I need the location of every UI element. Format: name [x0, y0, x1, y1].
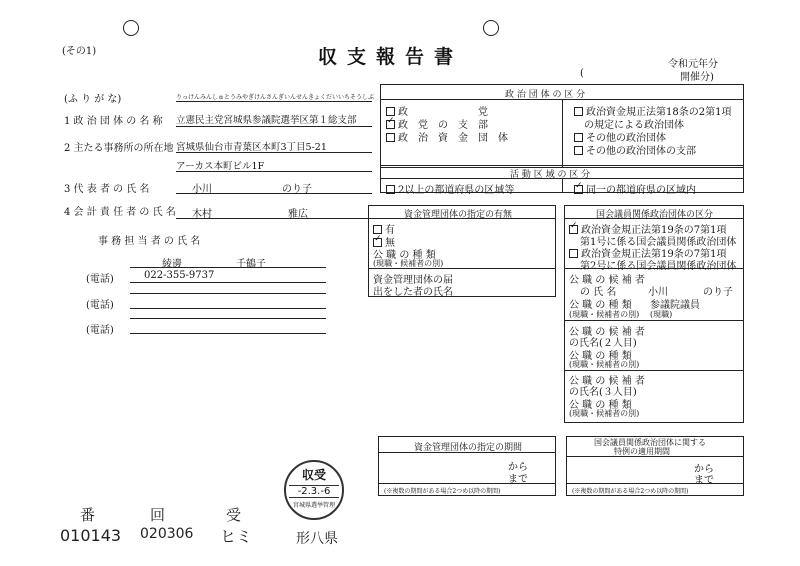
rule	[368, 268, 556, 269]
staff-surname: 綾邊	[162, 259, 182, 270]
office-kind1-note-value: (現職)	[650, 310, 673, 319]
representative-given: のり子	[282, 184, 312, 195]
furigana-value: りっけんみんしゅとうみやぎけんさんぎいんせんきょくだいいちそうしぶ	[176, 94, 375, 101]
page-number: (その1)	[62, 46, 97, 57]
rule	[176, 126, 372, 127]
handwritten-mark-uke: 受	[226, 506, 242, 524]
rule	[564, 320, 744, 321]
candidate1-label: 公 職 の 候 補 者	[569, 275, 645, 286]
org-type-item-party: 政 党	[386, 103, 488, 118]
stamp-top: 収受	[301, 468, 326, 482]
diet-period-from: から	[694, 464, 714, 475]
rule	[176, 101, 372, 102]
fund-yes: 有	[373, 221, 395, 236]
stamp-date: -2.3.-6	[289, 485, 339, 498]
candidate2-label: 公 職 の 候 補 者	[569, 327, 645, 338]
checkbox-fund-group[interactable]	[386, 133, 395, 142]
staff-label: 事 務 担 当 者 の 氏 名	[98, 236, 201, 247]
checkbox-other-group[interactable]	[574, 133, 583, 142]
tel-label-2: (電話)	[86, 300, 114, 311]
office-address-line2: アーカス本町ビル1F	[176, 161, 265, 172]
rule	[562, 178, 563, 193]
checkbox-single-prefecture[interactable]	[574, 185, 583, 194]
tel-value-1: 022-355-9737	[144, 270, 215, 281]
diet-period-title2: 特例の適用期間	[614, 447, 670, 456]
area-option-single: ✓ 同一の都道府県の区域内	[574, 181, 696, 196]
org-type-item-fund: 政 治 資 金 団 体	[386, 129, 508, 144]
org-type-item-other-branch: その他の政治団体の支部	[574, 142, 696, 157]
rule	[176, 171, 372, 172]
office-kind1-label: 公 職 の 種 類	[569, 300, 632, 311]
office-kind2-note: (現職・候補者の別)	[569, 360, 640, 369]
rule	[562, 99, 563, 168]
org-name-label: 1 政 治 団 体 の 名 称	[64, 116, 163, 127]
rule	[176, 152, 372, 153]
fund-designation-title: 資金管理団体の指定の有無	[404, 210, 513, 220]
diet-group-title: 国会議員関係政治団体の区分	[596, 210, 714, 220]
fund-period-from: から	[508, 462, 528, 473]
office-kind2-label: 公 職 の 種 類	[569, 351, 632, 362]
accountant-surname: 木村	[192, 209, 212, 220]
fund-office-kind: 公 職 の 種 類	[373, 250, 436, 261]
diet-period-title1: 国会議員関係政治団体に関する	[594, 438, 706, 447]
accountant-label: 4 会 計 責 任 者 の 氏 名	[64, 207, 176, 218]
org-type-item-article18: 政治資金規正法第18条の2第1項	[574, 103, 731, 118]
fund-period-note: (※複数の期間がある場合2つめ以降の期間)	[384, 488, 501, 495]
paren-open: (	[580, 68, 584, 79]
diet-period-note: (※複数の期間がある場合2つめ以降の期間)	[572, 488, 689, 495]
diet-item-2-cont: 第2号に係る国会議員関係政治団体	[580, 261, 737, 272]
candidate1-label2: の 氏 名	[580, 287, 617, 298]
furigana-label: (ふ り が な)	[64, 94, 122, 105]
candidate3-label: 公 職 の 候 補 者	[569, 376, 645, 387]
candidate2-label2: の氏名(２人目)	[569, 338, 637, 349]
era-year: 令和元年分	[668, 59, 718, 70]
rule	[176, 193, 372, 194]
rule	[130, 267, 326, 268]
fund-period-to: まで	[508, 474, 528, 485]
org-type-item-other: その他の政治団体	[574, 129, 666, 144]
area-title: 活 動 区 域 の 区 分	[510, 170, 591, 180]
checkbox-diet-item1[interactable]	[569, 225, 578, 234]
rule	[130, 293, 326, 294]
area-option-multi: 2以上の都道府県の区域等	[386, 181, 514, 196]
office-kind3-note: (現職・候補者の別)	[569, 409, 640, 418]
handwritten-mark-kai: 回	[150, 506, 166, 524]
checkbox-fund-yes[interactable]	[373, 225, 382, 234]
page-title: 収支報告書	[318, 46, 464, 68]
office-kind1-value: 参議院議員	[650, 300, 700, 311]
org-type-item-branch: ✓政 党 の 支 部	[386, 116, 488, 131]
stamp-bottom: 宮城県選挙管理	[292, 502, 335, 509]
diet-period-to: まで	[694, 475, 714, 486]
rule	[130, 333, 326, 334]
diet-item-1-cont: 第1号に係る国会議員関係政治団体	[580, 237, 737, 248]
diet-item-2: 政治資金規正法第19条の7第1項	[569, 245, 726, 260]
rule	[130, 308, 326, 309]
representative-label: 3 代 表 者 の 氏 名	[64, 184, 150, 195]
office-address-line1: 宮城県仙台市青葉区本町3丁目5-21	[176, 142, 327, 153]
org-type-item-article18-cont: の規定による政治団体	[584, 120, 684, 131]
checkbox-diet-item2[interactable]	[569, 249, 578, 258]
handwritten-number-2: 020306	[140, 526, 194, 542]
handwritten-kana: ヒミ	[220, 527, 253, 546]
checkbox-party-branch[interactable]	[386, 120, 395, 129]
fund-notify-line2: 出をした者の氏名	[373, 287, 453, 298]
checkbox-party[interactable]	[386, 107, 395, 116]
tel-label-1: (電話)	[86, 274, 114, 285]
opening-period: 開催分)	[680, 72, 714, 83]
fund-office-note: (現職・候補者の別)	[373, 259, 444, 268]
candidate1-surname: 小川	[648, 287, 668, 298]
checkbox-article18[interactable]	[574, 107, 583, 116]
checkbox-multi-prefecture[interactable]	[386, 185, 395, 194]
handwritten-number-1: 010143	[60, 526, 122, 545]
handwritten-name: 形八県	[296, 531, 338, 547]
rule	[130, 282, 326, 283]
rule	[564, 370, 744, 371]
fund-no: ✓無	[373, 234, 395, 249]
office-address-label: 2 主たる事務所の所在地	[64, 143, 174, 154]
office-kind3-label: 公 職 の 種 類	[569, 400, 632, 411]
org-type-title: 政 治 団 体 の 区 分	[505, 90, 586, 100]
org-name-value: 立憲民主党宮城県参議院選挙区第１総支部	[176, 115, 357, 126]
rule	[566, 483, 744, 484]
binding-hole-right	[483, 20, 499, 36]
diet-item-1: ✓政治資金規正法第19条の7第1項	[569, 221, 726, 236]
fund-notify-line1: 資金管理団体の届	[373, 275, 453, 286]
staff-given: 千鶴子	[236, 259, 266, 270]
tel-label-3: (電話)	[86, 325, 114, 336]
checkbox-other-branch[interactable]	[574, 146, 583, 155]
handwritten-mark-ban: 番	[80, 506, 96, 524]
representative-surname: 小川	[192, 184, 212, 195]
candidate1-given: のり子	[703, 287, 733, 298]
candidate3-label2: の氏名(３人目)	[569, 387, 637, 398]
rule	[130, 318, 326, 319]
fund-period-title: 資金管理団体の指定の期間	[414, 443, 523, 453]
rule	[564, 268, 744, 269]
rule	[378, 483, 556, 484]
accountant-given: 雅広	[288, 209, 308, 220]
binding-hole-left	[123, 20, 139, 36]
office-kind1-note: (現職・候補者の別)	[569, 310, 640, 319]
rule	[176, 218, 372, 219]
receipt-stamp	[284, 460, 344, 520]
